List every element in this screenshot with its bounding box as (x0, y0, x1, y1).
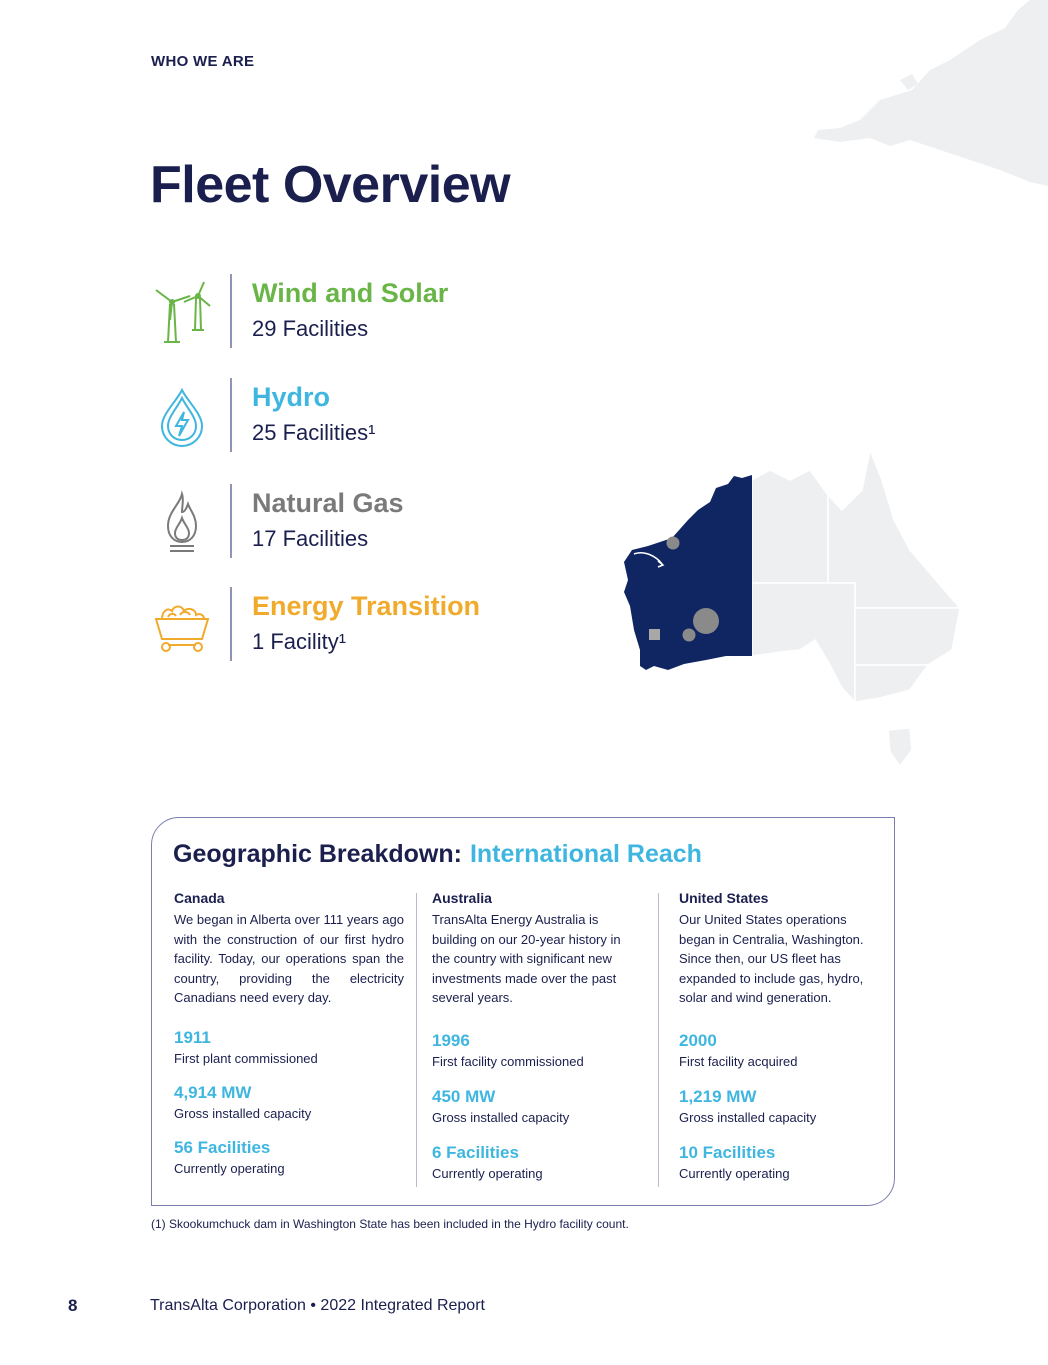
column-text: We began in Alberta over 111 years ago with the construction of our first hydro facility. Today, our operations span the country, providing the electricity Canadians need every day. (174, 912, 404, 1006)
water-drop-icon (150, 384, 214, 448)
stat-block (432, 1143, 543, 1181)
fleet-name: Energy Transition (252, 591, 481, 621)
heading-accent: International Reach (469, 840, 702, 868)
australia-map (610, 440, 970, 780)
footer-text: TransAlta Corporation • 2022 Integrated Report (150, 1297, 485, 1314)
fleet-item-natural-gas (150, 484, 570, 560)
stat-value: 10 Facilities (679, 1143, 776, 1162)
stat-value: 1,219 MW (679, 1087, 757, 1106)
fleet-name: Natural Gas (252, 488, 404, 518)
stat-label: Gross installed capacity (679, 1110, 817, 1125)
fleet-divider (230, 484, 232, 558)
facility-marker (693, 608, 719, 634)
fleet-count: 29 Facilities (252, 316, 369, 341)
stat-value: 2000 (679, 1031, 717, 1050)
stat-label: Gross installed capacity (174, 1106, 312, 1121)
stat-value: 56 Facilities (174, 1138, 271, 1157)
column-australia (432, 890, 632, 1008)
column-united-states (679, 890, 875, 1008)
fleet-item-energy-transition (150, 587, 570, 663)
column-title: Canada (174, 890, 225, 906)
stat-value: 6 Facilities (432, 1143, 519, 1162)
column-title: Australia (432, 890, 492, 906)
stat-value: 1996 (432, 1031, 470, 1050)
australia-grey-states (752, 450, 960, 766)
column-title: United States (679, 890, 769, 906)
fleet-count: 17 Facilities (252, 526, 369, 551)
flame-icon (150, 490, 214, 554)
stat-value: 1911 (174, 1028, 211, 1047)
stat-block (432, 1031, 584, 1069)
column-text: Our United States operations began in Centralia, Washington. Since then, our US fleet has expanded to include gas, hydro, solar and wind generation. (679, 912, 864, 1006)
stat-block (679, 1143, 790, 1181)
stat-label: Currently operating (679, 1166, 790, 1181)
geographic-breakdown-heading (173, 840, 702, 869)
page-title: Fleet Overview (150, 156, 511, 214)
stat-value: 4,914 MW (174, 1083, 252, 1102)
section-label: WHO WE ARE (151, 53, 255, 70)
column-divider (416, 893, 417, 1187)
stat-block (432, 1087, 569, 1125)
map-background-top (800, 0, 1048, 190)
fleet-name: Wind and Solar (252, 278, 449, 308)
fleet-item-hydro (150, 378, 570, 454)
column-canada (174, 890, 404, 1008)
stat-value: 450 MW (432, 1087, 496, 1106)
page-number: 8 (68, 1296, 78, 1315)
wind-turbine-icon (150, 280, 214, 344)
facility-marker (683, 629, 696, 642)
stat-block (174, 1083, 311, 1121)
coal-cart-icon (150, 593, 214, 657)
facility-marker (667, 537, 680, 550)
stat-label: Gross installed capacity (432, 1110, 570, 1125)
fleet-item-wind-solar (150, 274, 570, 350)
stat-label: First facility acquired (679, 1054, 798, 1069)
footnote: (1) Skookumchuck dam in Washington State has been included in the Hydro facility count. (151, 1217, 629, 1231)
stat-label: First facility commissioned (432, 1054, 584, 1069)
fleet-divider (230, 378, 232, 452)
fleet-divider (230, 274, 232, 348)
stat-block (174, 1028, 318, 1066)
stat-block (679, 1087, 816, 1125)
stat-label: First plant commissioned (174, 1051, 318, 1066)
fleet-count: 1 Facility¹ (252, 629, 347, 654)
column-divider (658, 893, 659, 1187)
stat-block (679, 1031, 797, 1069)
fleet-count: 25 Facilities¹ (252, 420, 376, 445)
stat-block (174, 1138, 285, 1176)
stat-label: Currently operating (174, 1161, 285, 1176)
fleet-divider (230, 587, 232, 661)
fleet-name: Hydro (252, 382, 331, 412)
column-text: TransAlta Energy Australia is building on our 20-year history in the country with significant new investments made over the past several years. (432, 912, 621, 1006)
facility-marker (649, 629, 660, 640)
stat-label: Currently operating (432, 1166, 543, 1181)
heading-main: Geographic Breakdown: (173, 840, 462, 868)
